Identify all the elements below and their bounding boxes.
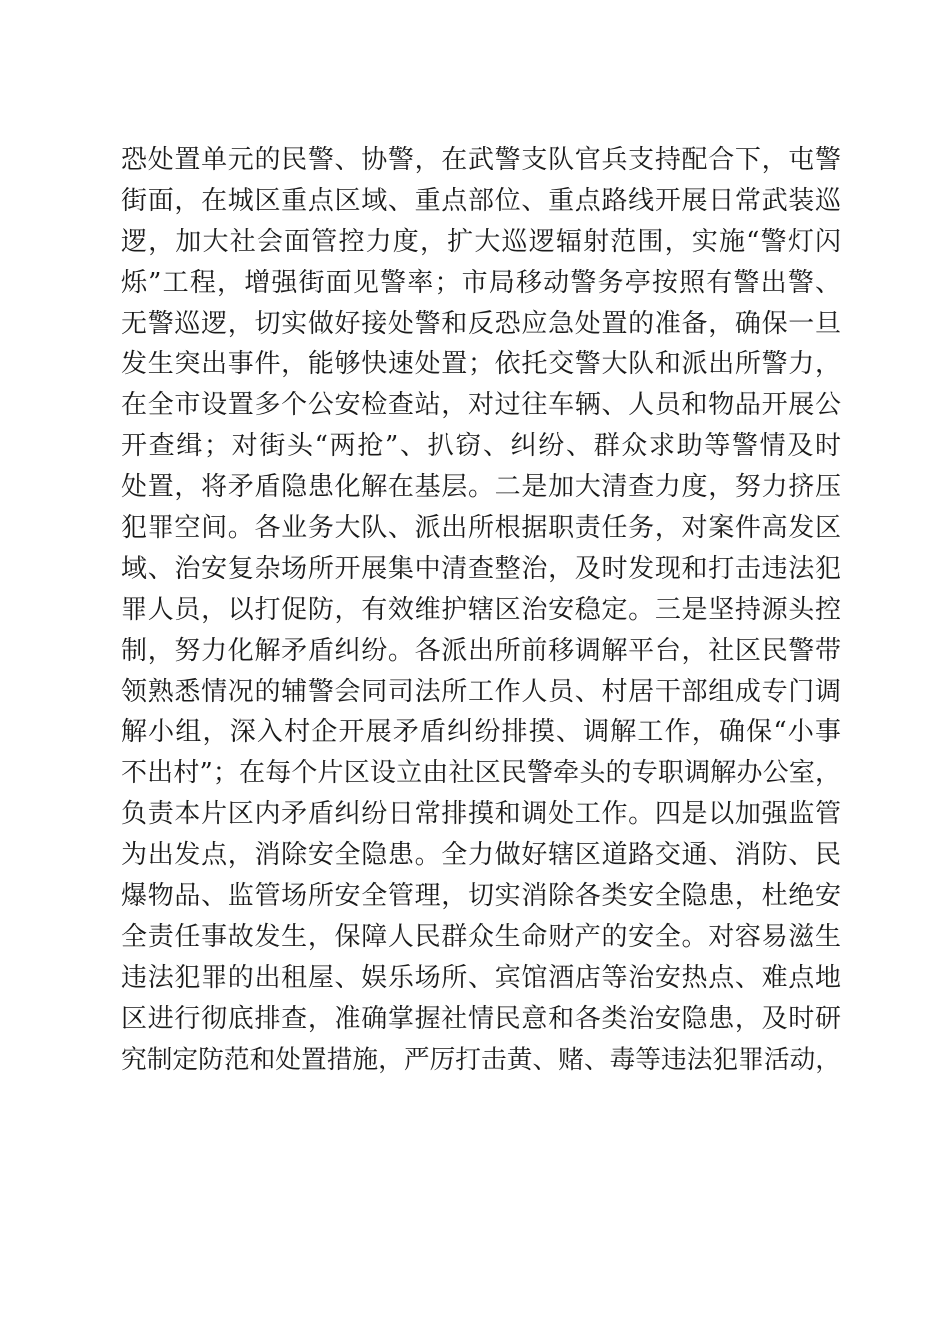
text-line: 犯罪空间。各业务大队、派出所根据职责任务，对案件高发区 <box>121 513 841 544</box>
text-line: 开查缉；对街头“两抢”、扒窃、纠纷、群众求助等警情及时 <box>121 431 841 462</box>
text-line: 恐处置单元的民警、协警，在武警支队官兵支持配合下，屯警 <box>121 145 841 175</box>
text-line: 无警巡逻，切实做好接处警和反恐应急处置的准备，确保一旦 <box>121 308 841 339</box>
text-line: 究制定防范和处置措施，严厉打击黄、赌、毒等违法犯罪活动， <box>121 1044 841 1075</box>
text-line: 发生突出事件，能够快速处置；依托交警大队和派出所警力， <box>121 349 841 380</box>
text-line: 全责任事故发生，保障人民群众生命财产的安全。对容易滋生 <box>121 921 841 952</box>
text-line: 不出村”；在每个片区设立由社区民警牵头的专职调解办公室， <box>121 758 841 789</box>
text-line: 罪人员，以打促防，有效维护辖区治安稳定。三是坚持源头控 <box>121 594 841 625</box>
text-line: 区进行彻底排查，准确掌握社情民意和各类治安隐患，及时研 <box>121 1003 841 1034</box>
text-line: 域、治安复杂场所开展集中清查整治，及时发现和打击违法犯 <box>121 553 841 584</box>
text-line: 爆物品、监管场所安全管理，切实消除各类安全隐患，杜绝安 <box>121 881 841 912</box>
text-line: 违法犯罪的出租屋、娱乐场所、宾馆酒店等治安热点、难点地 <box>121 962 841 993</box>
text-line: 处置，将矛盾隐患化解在基层。二是加大清查力度，努力挤压 <box>121 472 841 503</box>
text-line: 在全市设置多个公安检查站，对过往车辆、人员和物品开展公 <box>121 390 841 421</box>
body-paragraph <box>121 140 841 1080</box>
text-line: 为出发点，消除安全隐患。全力做好辖区道路交通、消防、民 <box>121 840 841 871</box>
text-line: 制，努力化解矛盾纠纷。各派出所前移调解平台，社区民警带 <box>121 635 841 666</box>
text-line: 街面，在城区重点区域、重点部位、重点路线开展日常武装巡 <box>121 185 841 216</box>
text-line: 解小组，深入村企开展矛盾纠纷排摸、调解工作，确保“小事 <box>121 717 841 748</box>
text-line: 负责本片区内矛盾纠纷日常排摸和调处工作。四是以加强监管 <box>121 799 841 830</box>
text-line: 领熟悉情况的辅警会同司法所工作人员、村居干部组成专门调 <box>121 676 841 707</box>
text-line: 逻，加大社会面管控力度，扩大巡逻辐射范围，实施“警灯闪 <box>121 226 841 257</box>
text-line: 烁”工程，增强街面见警率；市局移动警务亭按照有警出警、 <box>121 267 841 298</box>
